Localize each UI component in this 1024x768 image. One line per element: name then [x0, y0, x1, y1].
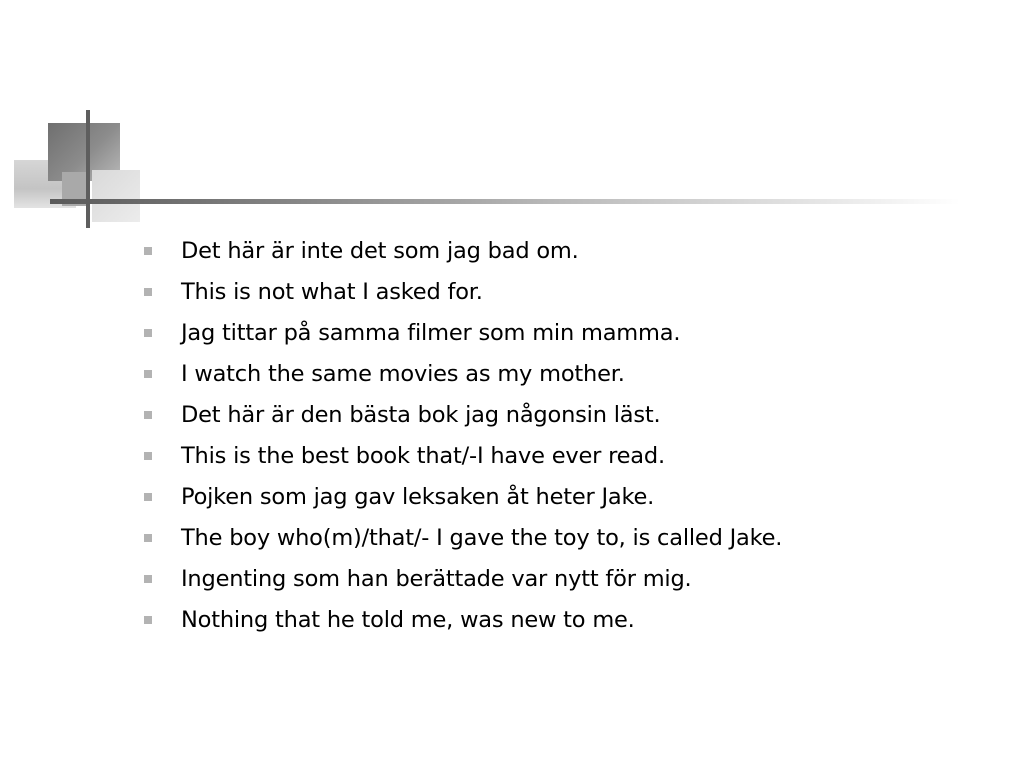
- square-bullet-icon: [144, 534, 152, 542]
- square-bullet-icon: [144, 575, 152, 583]
- list-item: [144, 517, 1004, 558]
- list-item: [144, 435, 1004, 476]
- decor-square-light-right: [92, 170, 140, 222]
- list-item-text: Pojken som jag gav leksaken åt heter Jake.: [181, 483, 655, 510]
- bullet-list-container: [144, 230, 1004, 640]
- square-bullet-icon: [144, 288, 152, 296]
- list-item-text: This is not what I asked for.: [181, 278, 483, 305]
- square-bullet-icon: [144, 329, 152, 337]
- list-item-text: Jag tittar på samma filmer som min mamma.: [181, 319, 681, 346]
- list-item-text: The boy who(m)/that/- I gave the toy to, is called Jake.: [181, 524, 783, 551]
- square-bullet-icon: [144, 247, 152, 255]
- square-bullet-icon: [144, 616, 152, 624]
- list-item-text: Nothing that he told me, was new to me.: [181, 606, 635, 633]
- title-divider-line: [50, 199, 960, 204]
- list-item-text: This is the best book that/-I have ever read.: [181, 442, 665, 469]
- list-item: [144, 558, 1004, 599]
- bullet-list: [144, 230, 1004, 640]
- list-item: [144, 353, 1004, 394]
- square-bullet-icon: [144, 411, 152, 419]
- list-item: [144, 394, 1004, 435]
- list-item: [144, 476, 1004, 517]
- list-item-text: Ingenting som han berättade var nytt för mig.: [181, 565, 692, 592]
- list-item: [144, 312, 1004, 353]
- list-item: [144, 599, 1004, 640]
- list-item: [144, 271, 1004, 312]
- list-item: [144, 230, 1004, 271]
- decor-vertical-line: [86, 110, 90, 228]
- list-item-text: Det här är den bästa bok jag någonsin läst.: [181, 401, 661, 428]
- list-item-text: I watch the same movies as my mother.: [181, 360, 625, 387]
- square-bullet-icon: [144, 493, 152, 501]
- list-item-text: Det här är inte det som jag bad om.: [181, 237, 579, 264]
- square-bullet-icon: [144, 370, 152, 378]
- square-bullet-icon: [144, 452, 152, 460]
